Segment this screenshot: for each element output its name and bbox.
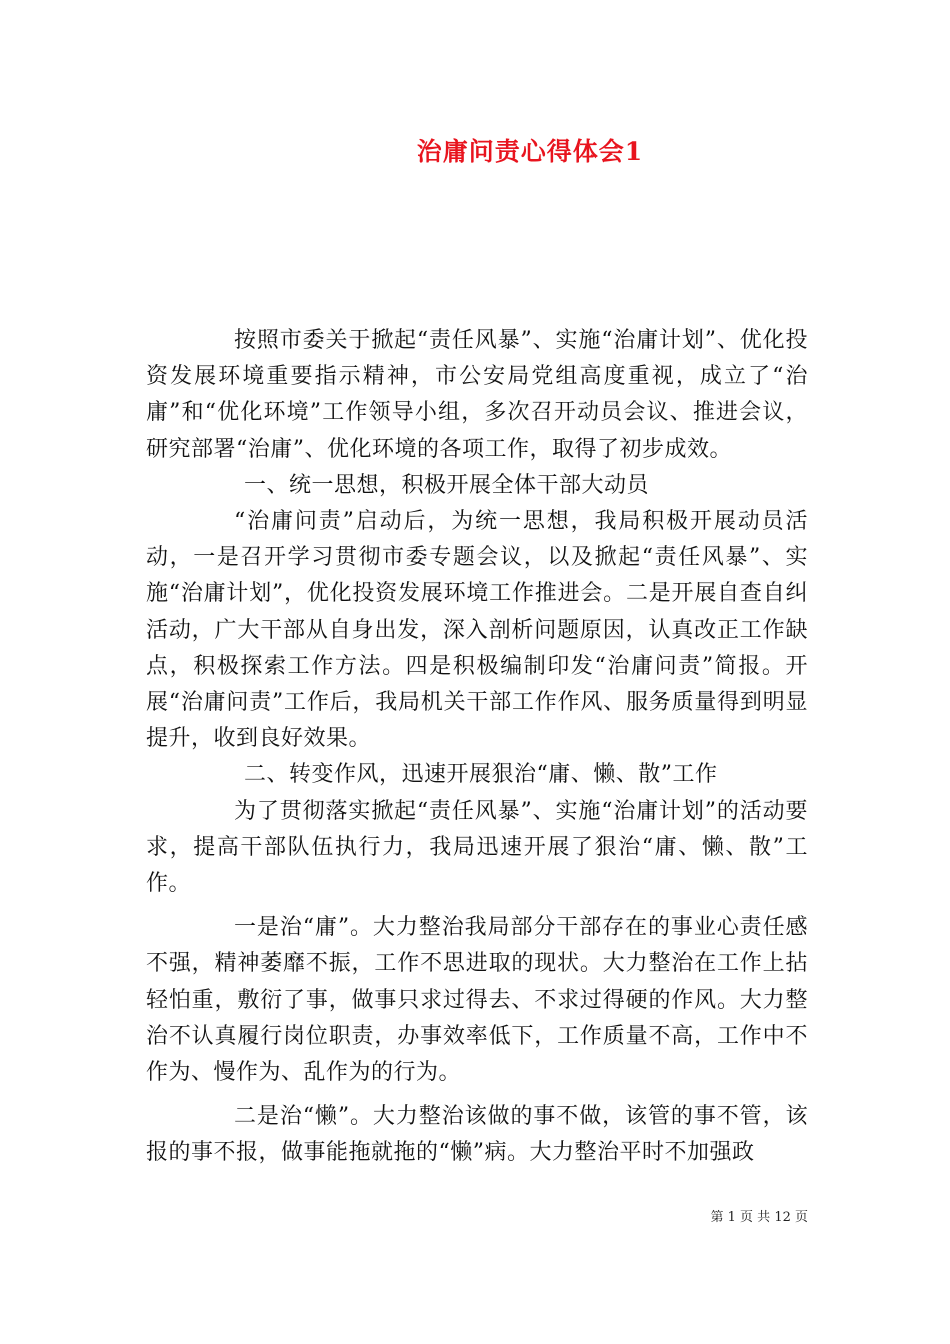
- paragraph: 一是治“庸”。大力整治我局部分干部存在的事业心责任感不强，精神萎靡不振，工作不思进取的现状。大力整治在工作上拈轻怕重，敷衍了事，做事只求过得去、不求过得硬的作风。大力整治不认真履行岗位职责，办事效率低下，工作质量不高，工作中不作为、慢作为、乱作为的行为。: [146, 915, 808, 1086]
- section-heading: 一、统一思想，积极开展全体干部大动员: [244, 472, 650, 498]
- page-number-footer: 第 1 页 共 12 页: [710, 1210, 808, 1225]
- section-heading: 二、转变作风，迅速开展狠治“庸、懒、散”工作: [244, 762, 718, 788]
- paragraph-gap: [146, 1091, 808, 1099]
- paragraph-gap: [146, 902, 808, 910]
- paragraph: “治庸问责”启动后，为统一思想，我局积极开展动员活动，一是召开学习贯彻市委专题会议，以及掀起“责任风暴”、实施“治庸计划”，优化投资发展环境工作推进会。二是开展自查自纠活动，广大干部从自身出发，深入剖析问题原因，认真改正工作缺点，积极探索工作方法。四是积极编制印发“治庸问责”简报。开展“治庸问责”工作后，我局机关干部工作作风、服务质量得到明显提升，收到良好效果。: [146, 509, 808, 752]
- paragraph: 按照市委关于掀起“责任风暴”、实施“治庸计划”、优化投资发展环境重要指示精神，市公安局党组高度重视，成立了“治庸”和“优化环境”工作领导小组，多次召开动员会议、推进会议，研究部署“治庸”、优化环境的各项工作，取得了初步成效。: [146, 328, 808, 462]
- paragraph: 二是治“懒”。大力整治该做的事不做，该管的事不管，该报的事不报，做事能拖就拖的“懒”病。大力整治平时不加强政: [146, 1104, 808, 1166]
- document-title: 治庸问责心得体会1: [416, 137, 644, 166]
- document-body: [146, 323, 808, 1172]
- paragraph: 为了贯彻落实掀起“责任风暴”、实施“治庸计划”的活动要求，提高干部队伍执行力，我局迅速开展了狠治“庸、懒、散”工作。: [146, 798, 808, 897]
